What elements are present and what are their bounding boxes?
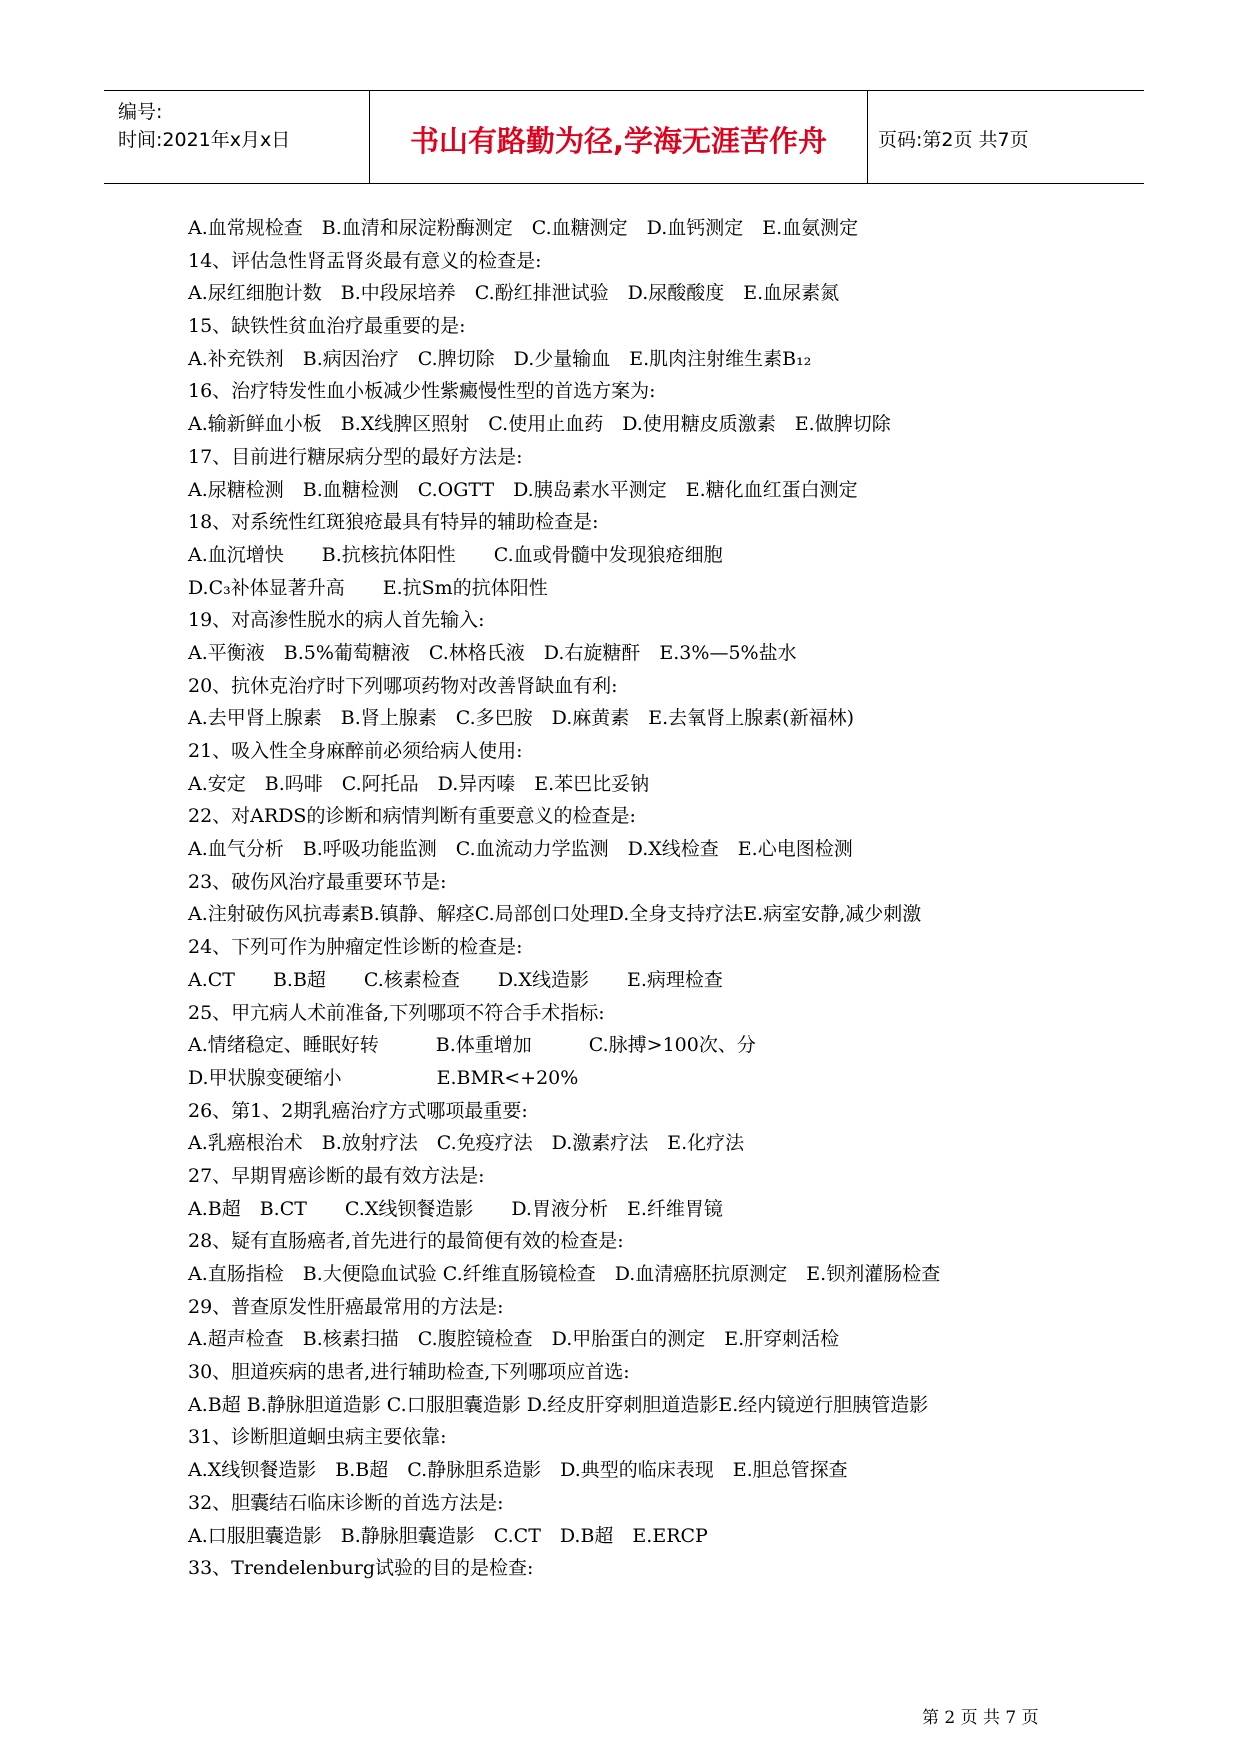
text-line: 25、甲亢病人术前准备,下列哪项不符合手术指标:: [188, 1001, 605, 1024]
text-line: A.B超 B.静脉胆道造影 C.口服胆囊造影 D.经皮肝穿刺胆道造影E.经内镜逆行胆胰管造影: [188, 1393, 929, 1416]
text-line: A.B超 B.CT C.X线钡餐造影 D.胃液分析 E.纤维胃镜: [188, 1197, 723, 1220]
page-footer: 第 2 页 共 7 页: [922, 1708, 1039, 1728]
text-line: A.注射破伤风抗毒素B.镇静、解痉C.局部创口处理D.全身支持疗法E.病室安静,减少刺激: [188, 903, 922, 926]
text-line: A.血沉增快 B.抗核抗体阳性 C.血或骨髓中发现狼疮细胞: [188, 543, 723, 566]
text-line: 30、胆道疾病的患者,进行辅助检查,下列哪项应首选:: [188, 1361, 630, 1384]
header-page-cell: [866, 91, 1144, 183]
text-line: 26、第1、2期乳癌治疗方式哪项最重要:: [188, 1099, 528, 1122]
text-line: 32、胆囊结石临床诊断的首选方法是:: [188, 1491, 504, 1514]
text-line: 20、抗休克治疗时下列哪项药物对改善肾缺血有利:: [188, 674, 618, 697]
text-line: A.补充铁剂 B.病因治疗 C.脾切除 D.少量输血 E.肌肉注射维生素B₁₂: [188, 347, 812, 370]
text-line: 24、下列可作为肿瘤定性诊断的检查是:: [188, 936, 523, 959]
text-line: 29、普查原发性肝癌最常用的方法是:: [188, 1295, 504, 1318]
text-line: A.血气分析 B.呼吸功能监测 C.血流动力学监测 D.X线检查 E.心电图检测: [188, 838, 853, 861]
text-line: 16、治疗特发性血小板减少性紫癜慢性型的首选方案为:: [188, 380, 656, 403]
motto-text: 书山有路勤为径,学海无涯苦作舟: [409, 124, 828, 158]
text-line: A.血常规检查 B.血清和尿淀粉酶测定 C.血糖测定 D.血钙测定 E.血氨测定: [188, 217, 859, 239]
text-line: 23、破伤风治疗最重要环节是:: [188, 870, 447, 893]
page-number-label: 页码:第2页 共7页: [878, 129, 1029, 151]
text-line: A.情绪稳定、睡眠好转 B.体重增加 C.脉搏>100次、分: [188, 1034, 756, 1057]
text-line: 27、早期胃癌诊断的最有效方法是:: [188, 1164, 485, 1187]
text-line: A.安定 B.吗啡 C.阿托品 D.异丙嗪 E.苯巴比妥钠: [188, 772, 650, 795]
number-label: 编号:: [118, 101, 163, 123]
text-line: 33、Trendelenburg试验的目的是检查:: [188, 1557, 534, 1580]
text-line: A.X线钡餐造影 B.B超 C.静脉胆系造影 D.典型的临床表现 E.胆总管探查: [188, 1459, 848, 1482]
text-line: 22、对ARDS的诊断和病情判断有重要意义的检查是:: [188, 805, 636, 828]
header-motto-cell: [369, 91, 868, 183]
text-line: A.直肠指检 B.大便隐血试验 C.纤维直肠镜检查 D.血清癌胚抗原测定 E.钡剂灌肠检查: [188, 1263, 941, 1285]
text-line: A.尿糖检测 B.血糖检测 C.OGTT D.胰岛素水平测定 E.糖化血红蛋白测定: [188, 478, 858, 501]
text-line: A.乳癌根治术 B.放射疗法 C.免疫疗法 D.激素疗法 E.化疗法: [188, 1132, 745, 1155]
time-label: 时间:2021年x月x日: [118, 129, 291, 151]
text-line: D.甲状腺变硬缩小 E.BMR<+20%: [188, 1066, 579, 1089]
text-line: 28、疑有直肠癌者,首先进行的最简便有效的检查是:: [188, 1230, 624, 1253]
page-header: [104, 90, 1144, 184]
text-line: 18、对系统性红斑狼疮最具有特异的辅助检查是:: [188, 511, 599, 534]
text-line: A.输新鲜血小板 B.X线脾区照射 C.使用止血药 D.使用糖皮质激素 E.做脾切除: [188, 413, 891, 436]
text-line: 21、吸入性全身麻醉前必须给病人使用:: [188, 740, 523, 762]
text-line: 19、对高渗性脱水的病人首先输入:: [188, 609, 485, 632]
text-line: 15、缺铁性贫血治疗最重要的是:: [188, 315, 466, 338]
header-info-cell: [104, 91, 369, 183]
text-line: A.CT B.B超 C.核素检查 D.X线造影 E.病理检查: [188, 968, 723, 991]
text-line: A.超声检查 B.核素扫描 C.腹腔镜检查 D.甲胎蛋白的测定 E.肝穿刺活检: [188, 1328, 840, 1351]
text-line: 14、评估急性肾盂肾炎最有意义的检查是:: [188, 249, 542, 272]
text-line: A.尿红细胞计数 B.中段尿培养 C.酚红排泄试验 D.尿酸酸度 E.血尿素氮: [188, 282, 840, 305]
text-line: D.C₃补体显著升高 E.抗Sm的抗体阳性: [188, 576, 548, 599]
text-line: A.去甲肾上腺素 B.肾上腺素 C.多巴胺 D.麻黄素 E.去氧肾上腺素(新福林): [188, 707, 854, 730]
question-list: [188, 212, 1088, 1585]
text-line: A.平衡液 B.5%葡萄糖液 C.林格氏液 D.右旋糖酐 E.3%—5%盐水: [188, 641, 797, 664]
text-line: A.口服胆囊造影 B.静脉胆囊造影 C.CT D.B超 E.ERCP: [188, 1524, 708, 1547]
text-line: 17、目前进行糖尿病分型的最好方法是:: [188, 445, 523, 468]
text-line: 31、诊断胆道蛔虫病主要依靠:: [188, 1426, 447, 1449]
